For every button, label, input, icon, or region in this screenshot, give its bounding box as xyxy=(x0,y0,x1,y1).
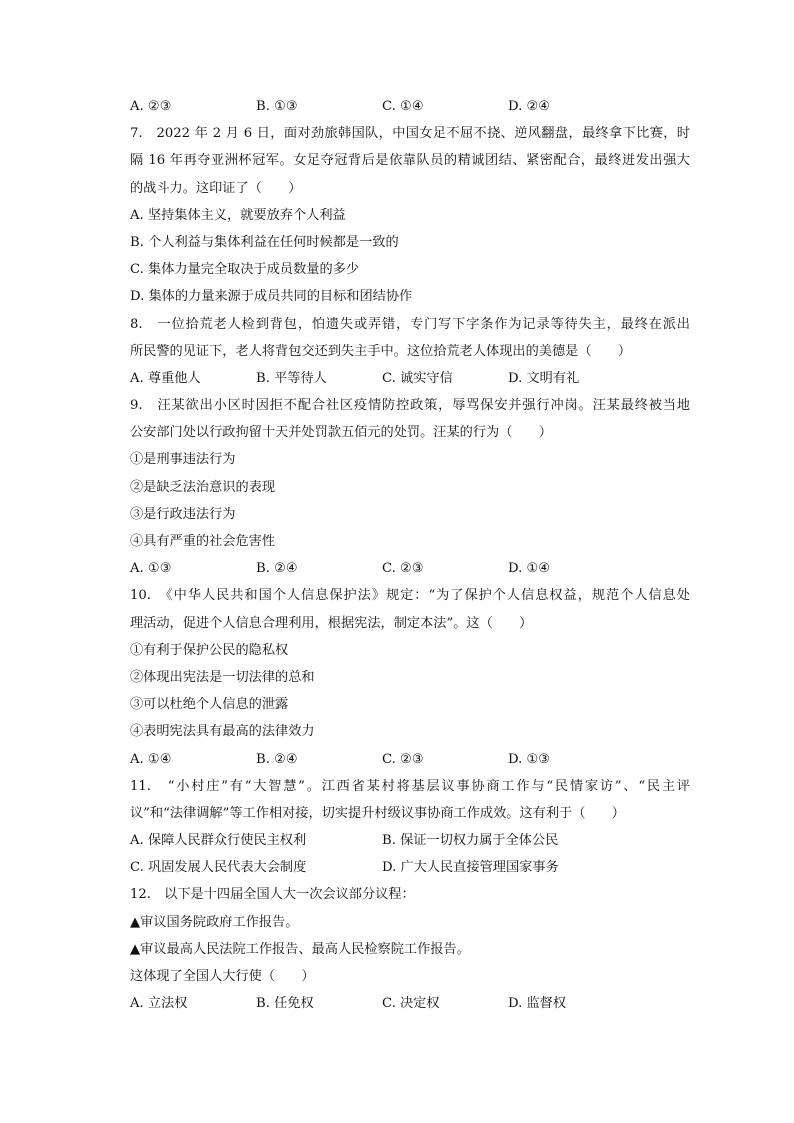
q10-option-c[interactable]: C. ②③ xyxy=(382,751,424,767)
q11-option-a[interactable]: A. 保障人民群众行使民主权利 xyxy=(130,833,307,849)
exam-page xyxy=(130,93,690,1017)
q7-option-c[interactable]: C. 集体力量完全取决于成员数量的多少 xyxy=(130,262,360,278)
q12-option-a[interactable]: A. 立法权 xyxy=(130,996,188,1012)
q8-options xyxy=(130,365,690,392)
q11-stem-line-1: 11. “小村庄”有“大智慧”。江西省某村将基层议事协商工作与“民情家访”、“民主评 xyxy=(130,778,690,794)
q10-option-b[interactable]: B. ②④ xyxy=(256,751,298,767)
q9-item-3: ③是行政违法行为 xyxy=(130,506,236,522)
q9-options xyxy=(130,555,690,582)
q10-item-1: ①有利于保护公民的隐私权 xyxy=(130,642,289,658)
q8-stem-line-1: 8. 一位拾荒老人检到背包，怕遗失或弄错，专门写下字条作为记录等待失主，最终在派出 xyxy=(130,316,690,332)
q9-option-b[interactable]: B. ②④ xyxy=(256,561,298,577)
q7-option-b[interactable]: B. 个人利益与集体利益在任何时候都是一致的 xyxy=(130,234,399,250)
q12-option-c[interactable]: C. 决定权 xyxy=(382,996,440,1012)
q10-item-3: ③可以杜绝个人信息的泄露 xyxy=(130,697,289,713)
q12-option-b[interactable]: B. 任免权 xyxy=(256,996,314,1012)
q9-item-4: ④具有严重的社会危害性 xyxy=(130,534,276,549)
q9-option-a[interactable]: A. ①③ xyxy=(130,561,172,577)
q12-option-d[interactable]: D. 监督权 xyxy=(508,996,567,1012)
q10-item-4: ④表明宪法具有最高的法律效力 xyxy=(130,724,315,740)
q11-option-b[interactable]: B. 保证一切权力属于全体公民 xyxy=(382,833,559,849)
q11-option-c[interactable]: C. 巩固发展人民代表大会制度 xyxy=(130,860,307,876)
q6-options xyxy=(130,93,690,120)
q7-option-a[interactable]: A. 坚持集体主义，就要放弃个人利益 xyxy=(130,207,346,223)
q7-stem-line-1: 7. 2022 年 2 月 6 日，面对劲旅韩国队，中国女足不屈不挠、逆风翻盘，最终拿下比赛，时 xyxy=(130,126,690,142)
q7-option-d[interactable]: D. 集体的力量来源于成员共同的目标和团结协作 xyxy=(130,289,413,305)
q10-options xyxy=(130,746,690,773)
q8-stem-line-2: 所民警的见证下，老人将背包交还到失主手中。这位拾荒老人体现出的美德是（ ） xyxy=(130,343,632,359)
q6-option-b[interactable]: B. ①③ xyxy=(256,99,298,114)
q12-stem-line-1: 12. 以下是十四届全国人大一次会议部分议程： xyxy=(130,887,415,903)
q12-item-2: ▲审议最高人民法院工作报告、最高人民检察院工作报告。 xyxy=(130,941,470,957)
q12-options xyxy=(130,990,690,1017)
q6-option-a[interactable]: A. ②③ xyxy=(130,99,172,114)
q11-option-d[interactable]: D. 广大人民直接管理国家事务 xyxy=(382,860,559,876)
q11-options-row-2 xyxy=(130,854,690,881)
q8-option-a[interactable]: A. 尊重他人 xyxy=(130,370,201,386)
q9-item-1: ①是刑事违法行为 xyxy=(130,452,236,468)
q8-option-c[interactable]: C. 诚实守信 xyxy=(382,370,453,386)
q9-item-2: ②是缺乏法治意识的表现 xyxy=(130,479,276,495)
q12-stem-end: 这体现了全国人大行使（ ） xyxy=(130,969,315,984)
q7-stem-line-2: 隔 16 年再夺亚洲杯冠军。女足夺冠背后是依靠队员的精诚团结、紧密配合，最终迸发出强大 xyxy=(130,153,690,169)
q6-option-d[interactable]: D. ②④ xyxy=(508,99,551,114)
q9-option-d[interactable]: D. ①④ xyxy=(508,561,551,577)
q10-stem-line-1: 10. 《中华人民共和国个人信息保护法》规定：“为了保护个人信息权益，规范个人信息处 xyxy=(130,588,690,604)
q8-option-b[interactable]: B. 平等待人 xyxy=(256,370,327,386)
q12-item-1: ▲审议国务院政府工作报告。 xyxy=(130,914,299,930)
q10-option-d[interactable]: D. ①③ xyxy=(508,751,551,767)
q7-stem-line-3: 的战斗力。这印证了（ ） xyxy=(130,180,302,196)
q9-option-c[interactable]: C. ②③ xyxy=(382,561,424,577)
q10-option-a[interactable]: A. ①④ xyxy=(130,751,172,767)
q9-stem-line-1: 9. 汪某欲出小区时因拒不配合社区疫情防控政策，辱骂保安并强行冲岗。汪某最终被当地 xyxy=(130,398,690,414)
q11-stem-line-2: 议”和“法律调解”等工作相对接，切实提升村级议事协商工作成效。这有利于（ ） xyxy=(130,805,625,821)
q6-option-c[interactable]: C. ①④ xyxy=(382,99,424,114)
q8-option-d[interactable]: D. 文明有礼 xyxy=(508,370,580,386)
q9-stem-line-2: 公安部门处以行政拘留十天并处罚款五佰元的处罚。汪某的行为（ ） xyxy=(130,425,552,441)
q10-item-2: ②体现出宪法是一切法律的总和 xyxy=(130,669,315,685)
q10-stem-line-2: 理活动，促进个人信息合理利用，根据宪法，制定本法”。这（ ） xyxy=(130,615,533,631)
q11-options-row-1 xyxy=(130,827,690,854)
